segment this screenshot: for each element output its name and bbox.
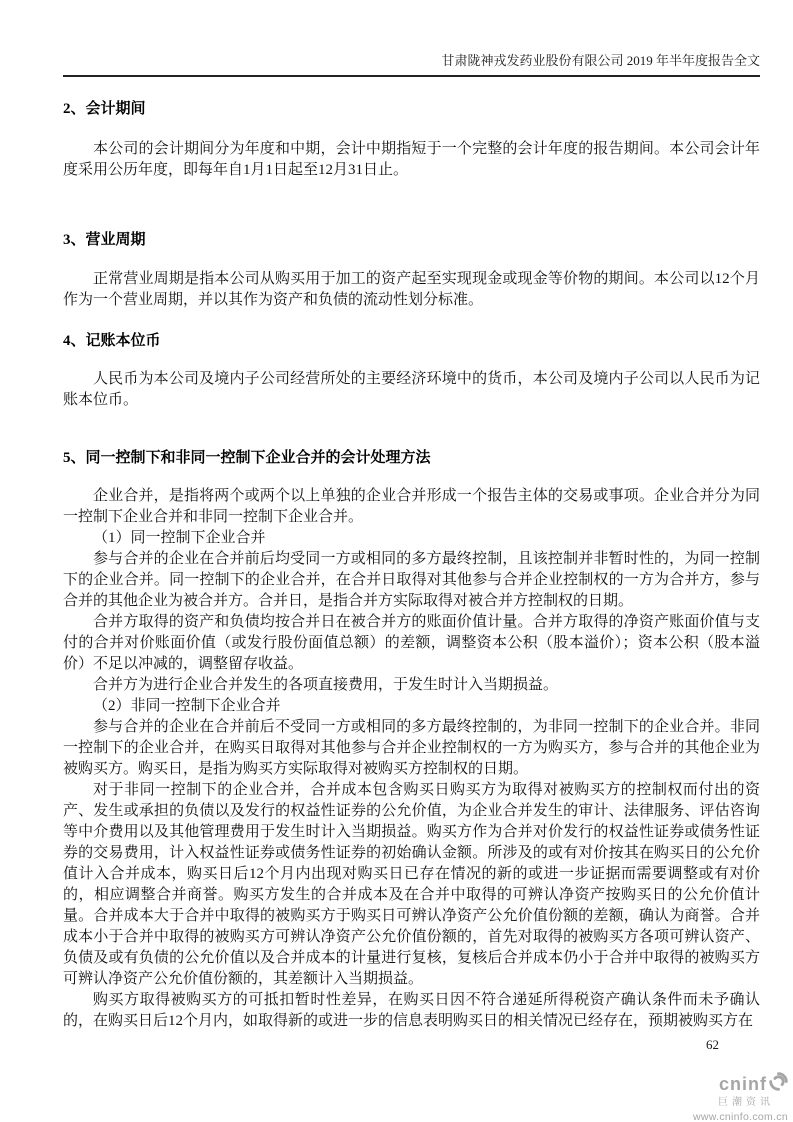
paragraph: 本公司的会计期间分为年度和中期，会计中期指短于一个完整的会计年度的报告期间。本公司会计年度采用公历年度，即每年自1月1日起至12月31日止。 (63, 141, 760, 178)
section-heading-business-combination: 5、同一控制下和非同一控制下企业合并的会计处理方法 (63, 450, 431, 466)
paragraph: （2）非同一控制下企业合并 (93, 698, 281, 714)
cninfo-logo-url: www.cninfo.com.cn (693, 1111, 788, 1122)
paragraph: （1）同一控制下企业合并 (93, 530, 266, 546)
section-heading-accounting-period: 2、会计期间 (63, 101, 146, 117)
section-heading-operating-cycle: 3、营业周期 (63, 232, 146, 248)
cninfo-logo (693, 1072, 788, 1122)
cninfo-logo-subtitle: 巨潮资讯 (718, 1097, 774, 1108)
section-heading-functional-currency: 4、记账本位币 (63, 333, 161, 349)
paragraph: 购买方取得被购买方的可抵扣暂时性差异，在购买日因不符合递延所得税资产确认条件而未予确认的，在购买日后12个月内，如取得新的或进一步的信息表明购买日的相关情况已经存在，预期被购买方在 (63, 992, 760, 1029)
report-header-title: 甘肃陇神戎发药业股份有限公司 2019 年半年度报告全文 (441, 53, 760, 68)
paragraph: 合并方取得的资产和负债均按合并日在被合并方的账面价值计量。合并方取得的净资产账面价值与支付的合并对价账面价值（或发行股份面值总额）的差额，调整资本公积（股本溢价）；资本公积（股本溢价）不足以冲减的，调整留存收益。 (63, 614, 760, 672)
paragraph: 对于非同一控制下的企业合并，合并成本包含购买日购买方为取得对被购买方的控制权而付出的资产、发生或承担的负债以及发行的权益性证券的公允价值，为企业合并发生的审计、法律服务、评估咨询等中介费用以及其他管理费用于发生时计入当期损益。购买方作为合并对价发行的权益性证券或债务性证券的交易费用，计入权益性证券或债务性证券的初始确认金额。所涉及的或有对价按其在购买日的公允价值计入合并成本，购买日后12个月内出现对购买日已存在情况的新的或进一步证据而需要调整或有对价的，相应调整合并商誉。购买方发生的合并成本及在合并中取得的可辨认净资产按购买日的公允价值计量。合并成本大于合并中取得的被购买方于购买日可辨认净资产公允价值份额的差额，确认为商誉。合并成本小于合并中取得的被购买方可辨认净资产公允价值份额的，首先对取得的被购买方各项可辨认资产、负债及或有负债的公允价值以及合并成本的计量进行复核，复核后合并成本仍小于合并中取得的被购买方可辨认净资产公允价值份额的，其差额计入当期损益。 (63, 782, 760, 987)
paragraph: 合并方为进行企业合并发生的各项直接费用，于发生时计入当期损益。 (93, 677, 559, 693)
paragraph: 人民币为本公司及境内子公司经营所处的主要经济环境中的货币，本公司及境内子公司以人民币为记账本位币。 (63, 371, 760, 408)
cninfo-swirl-icon (769, 1072, 788, 1095)
cninfo-logo-row (693, 1072, 788, 1095)
page-number: 62 (706, 1037, 719, 1052)
paragraph: 参与合并的企业在合并前后均受同一方或相同的多方最终控制，且该控制并非暂时性的，为同一控制下的企业合并。同一控制下的企业合并，在合并日取得对其他参与合并企业控制权的一方为合并方，参与合并的其他企业为被合并方。合并日，是指合并方实际取得对被合并方控制权的日期。 (63, 551, 760, 609)
paragraph: 参与合并的企业在合并前后不受同一方或相同的多方最终控制的，为非同一控制下的企业合并。非同一控制下的企业合并，在购买日取得对其他参与合并企业控制权的一方为购买方，参与合并的其他企业为被购买方。购买日，是指为购买方实际取得对被购买方控制权的日期。 (63, 719, 760, 777)
page-content (63, 0, 760, 1032)
cninfo-logo-text: cninf (719, 1073, 767, 1094)
page-header (63, 0, 760, 77)
paragraph: 正常营业周期是指本公司从购买用于加工的资产起至实现现金或现金等价物的期间。本公司以12个月作为一个营业周期，并以其作为资产和负债的流动性划分标准。 (63, 271, 760, 308)
paragraph: 企业合并，是指将两个或两个以上单独的企业合并形成一个报告主体的交易或事项。企业合并分为同一控制下企业合并和非同一控制下企业合并。 (63, 488, 760, 525)
